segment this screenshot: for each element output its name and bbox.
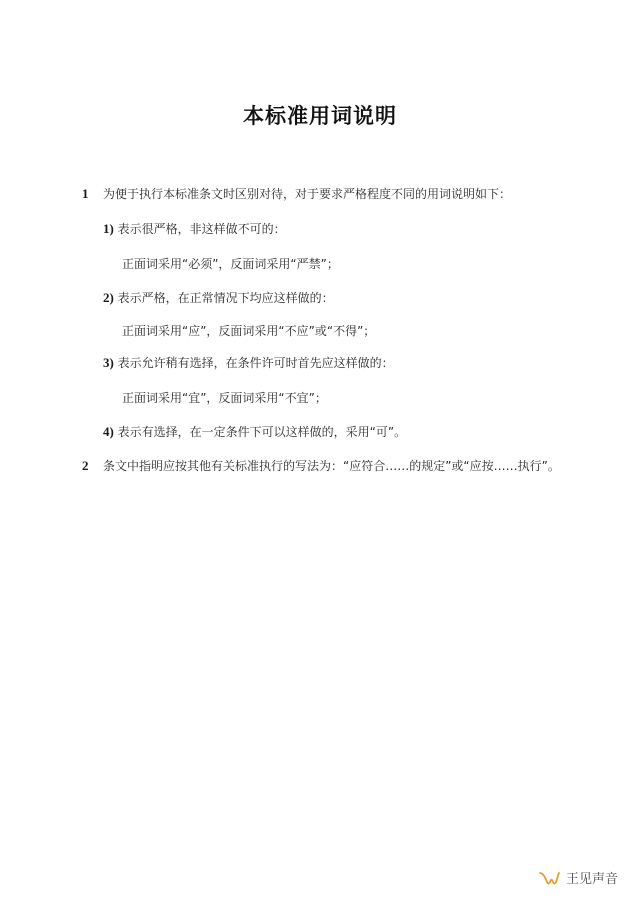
sub-item-2-text: 表示严格，在正常情况下均应这样做的：: [117, 291, 334, 305]
sub-item-3-label: 3): [103, 355, 114, 370]
watermark: [538, 868, 618, 887]
sub-item-4-text: 表示有选择，在一定条件下可以这样做的，采用“可”。: [117, 425, 407, 439]
sub-item-1-label: 1): [103, 221, 114, 236]
sub-item-1: [103, 221, 286, 237]
item-2-number: 2: [82, 458, 89, 473]
sub-item-2: [103, 290, 334, 306]
item-2-text: 条文中指明应按其他有关标准执行的写法为：“应符合……的规定”或“应按……执行”。: [103, 459, 560, 473]
sub-item-2-detail: 正面词采用“应”，反面词采用“不应”或“不得”；: [122, 324, 376, 338]
item-1-text: 为便于执行本标准条文时区别对待，对于要求严格程度不同的用词说明如下：: [103, 187, 512, 201]
sub-item-3-detail: 正面词采用“宜”，反面词采用“不宜”；: [122, 391, 327, 405]
sub-item-1-detail: 正面词采用“必须”，反面词采用“严禁”；: [122, 257, 339, 271]
sub-item-4: [103, 424, 406, 440]
sub-item-4-label: 4): [103, 424, 114, 439]
sub-item-1-text: 表示很严格，非这样做不可的：: [117, 222, 286, 236]
page-title: 本标准用词说明: [243, 104, 397, 128]
wechat-channel-icon: [538, 869, 560, 887]
item-1-number: 1: [82, 186, 89, 201]
sub-item-3: [103, 355, 394, 371]
sub-item-3-text: 表示允许稍有选择，在条件许可时首先应这样做的：: [117, 356, 394, 370]
sub-item-2-label: 2): [103, 290, 114, 305]
watermark-text: 王见声音: [565, 872, 618, 887]
